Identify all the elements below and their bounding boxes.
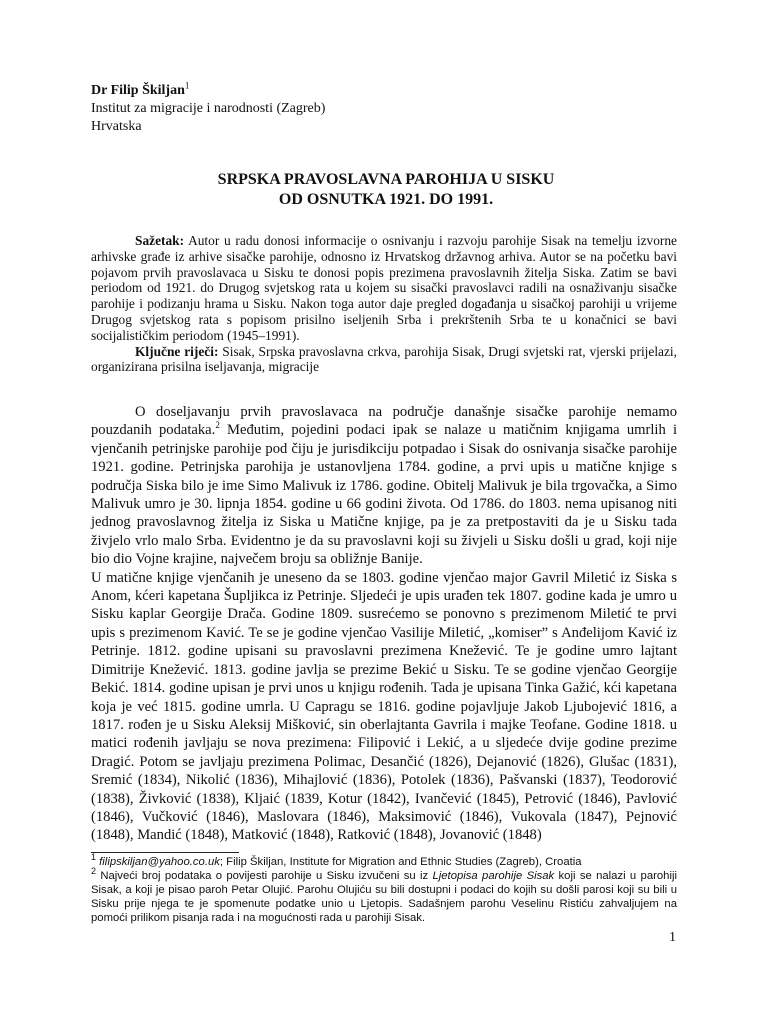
body-text (91, 403, 677, 845)
body-paragraph-1-part-2: Međutim, pojedini podaci ipak se nalaze u matičnim knjigama umrlih i vjenčanih petrinjske parohije pod čiju je jurisdikciju potpadao i Sisak do osnivanja sisačke parohije 1921. godine. Petrinjska parohija je ustanovljena 1784. godine, a prvi upis u matične knjige s područja Siska bilo je ime Simo Malivuk iz 1786. godine. Obitelj Malivuk je bila trgovačka, a Simo Malivuk umro je 30. lipnja 1854. godine u 66 godini života. Od 1786. do 1803. nema upisanog niti jednog pravoslavnog žitelja iz Siska u Matične knjige, pa je za pretpostaviti da je u Sisku tada živjelo vrlo malo Srba. Evidentno je da su pravoslavni koji su živjeli u Sisku došli u grad, koji nije bio dio Vojne krajine, največem broju sa obližnje Banije. (91, 422, 677, 568)
author-institute: Institut za migracije i narodnosti (Zagreb) (91, 101, 326, 116)
footnote-1-marker: 1 (91, 852, 97, 863)
keywords-text: Sisak, Srpska pravoslavna crkva, parohija Sisak, Drugi svjetski rat, vjerski prijelazi, organizirana prisilna iseljavanja, migracije (91, 343, 677, 375)
paper-title (91, 170, 681, 210)
abstract-paragraph (91, 233, 677, 344)
footnote-1 (91, 852, 677, 870)
author-name-text: Dr Filip Škiljan (91, 83, 185, 98)
footnote-marker-2: 2 (215, 420, 220, 431)
footnote-2-source-title: Ljetopisa parohije Sisak (432, 869, 555, 882)
author-email: filipskiljan@yahoo.co.uk (99, 856, 220, 868)
footnote-divider (91, 852, 239, 853)
author-country: Hrvatska (91, 119, 142, 134)
footnote-2-text-1: Najveći broj podataka o povijesti parohije u Sisku izvučeni su iz (96, 869, 433, 882)
abstract (91, 233, 677, 375)
body-paragraph-1 (91, 403, 677, 569)
page-number: 1 (669, 930, 676, 945)
body-paragraph-2: U matične knjige vjenčanih je uneseno da se 1803. godine vjenčao major Gavril Miletić iz Siska s Anom, kćeri kapetana Šupljikca iz Petrinje. Sljedeći je upis urađen tek 1807. godine kada je umro u Sisku kaplar Georgije Drača. Godine 1809. susrećemo se ponovno s prezimenom Miletić te prvi upis s prezimenom Kavić. Te se je godine vjenčao Vasilije Miletić, „komiser” s Anđelijom Kavić iz Petrinje. 1812. godine upisani su pravoslavni prezimena Knežević. Te je godine umro lajtant Dimitrije Knežević. 1813. godine javlja se prezime Bekić u Sisku. Te se godine vjenčao Georgije Bekić. 1814. godine upisan je prvi unos u knjigu rođenih. Tada je upisana Tinka Gažić, kći kapetana koja je već 1815. godine umrla. U Capragu se 1816. godine pojavljuje Jakob Ljubojević 1816, a 1817. rođen je u Sisku Aleksij Mišković, sin oberlajtanta Gavrila i majke Teofane. Godine 1818. u matici rođenih javljaju se nova prezimena: Filipović i Lekić, a u sljedeće dvije godine prezime Dragić. Potom se javljaju prezimena Polimac, Desančić (1826), Dejanović (1826), Glušac (1831), Sremić (1834), Nikolić (1836), Mihajlović (1836), Potolek (1836), Pašvanski (1837), Teodorović (1838), Živković (1838), Kljaić (1839, Kotur (1842), Ivančević (1845), Petrović (1846), Pavlović (1846), Vučković (1846), Maslovara (1846), Maksimović (1846), Vukovala (1847), Pejnović (1848), Mandić (1848), Matković (1848), Ratković (1848), Jovanović (1848) (91, 569, 677, 844)
author-block (91, 82, 325, 136)
footnote-2-marker: 2 (91, 866, 97, 877)
abstract-label: Sažetak: (135, 233, 185, 248)
author-name (91, 82, 325, 100)
footnote-2 (91, 866, 677, 926)
paper-title-line-2: OD OSNUTKA 1921. DO 1991. (278, 191, 494, 208)
body-paragraph-1-part-1: O doseljavanju prvih pravoslavaca na područje današnje sisačke parohije nemamo pouzdanih podataka. (91, 404, 677, 439)
footnotes (91, 852, 677, 926)
keywords-paragraph (91, 344, 677, 376)
footnote-2-text-2: koji se nalazi u parohiji Sisak, a koji je pisao paroh Petar Olujić. Parohu Olujiću su bili dostupni i podaci do kojih su došli parosi koji su bili u Sisku prije njega te je spomenute podatke unio u Ljetopis. Sadašnjem parohu Veselinu Ristiću zahvaljujem na pomoći prilikom pisanja rada i na mogućnosti rada u parohiji Sisak. (91, 869, 677, 924)
keywords-label: Ključne riječi: (135, 343, 219, 359)
paper-title-line-1: SRPSKA PRAVOSLAVNA PAROHIJA U SISKU (217, 171, 555, 188)
footnote-marker-1: 1 (184, 80, 190, 91)
footnote-1-text: ; Filip Škiljan, Institute for Migration and Ethnic Studies (Zagreb), Croatia (219, 856, 582, 868)
abstract-text: Autor u radu donosi informacije o osnivanju i razvoju parohije Sisak na temelju izvorne arhivske građe iz arhive sisačke parohije, odnosno iz Hrvatskog državnog arhiva. Autor se na početku bavi pojavom prvih pravoslavaca u Sisku te donosi popis prezimena pravoslavnih žitelja Siska. Zatim se bavi periodom od 1921. do Drugog svjetskog rata u kojem su sisački pravoslavci radili na osnaživanju sisačke parohije i podizanju hrama u Sisku. Nakon toga autor daje pregled događanja u sisačkoj parohiji u vrijeme Drugog svjetskog rata s popisom prisilno iseljenih Srba i prekrštenih Srba te u konačnici se bavi socijalističkim periodom (1945–1991). (91, 233, 677, 343)
